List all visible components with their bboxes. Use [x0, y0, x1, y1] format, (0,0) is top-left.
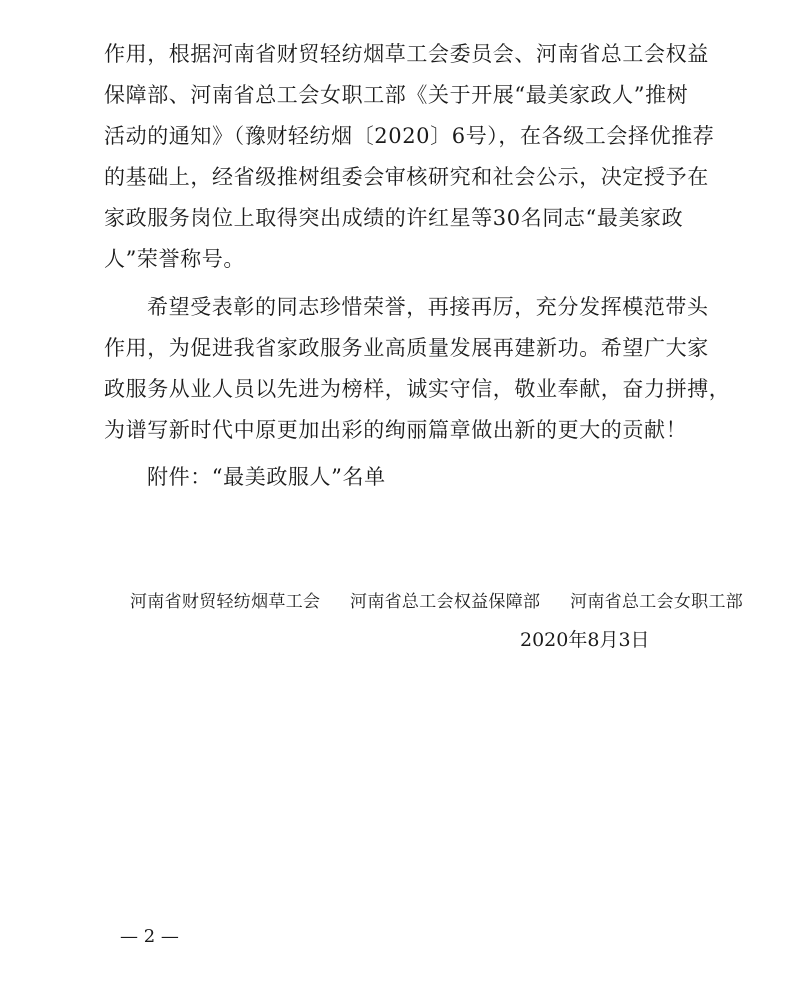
attachment-line: 附件：“最美政服人”名单 — [147, 465, 386, 489]
paragraph-spacer — [104, 280, 724, 287]
document-body — [104, 34, 731, 498]
paragraph-1-line-3: 活动的通知》（豫财轻纺烟〔2020〕6号），在各级工会择优推荐 — [104, 124, 715, 148]
paragraph-2-line-4: 为谱写新时代中原更加出彩的绚丽篇章做出新的更大的贡献！ — [104, 418, 688, 442]
issue-date: 2020年8月3日 — [520, 629, 650, 651]
signer-women-workers-department: 河南省总工会女职工部 — [570, 592, 744, 612]
paragraph-1-line-5: 家政服务岗位上取得突出成绩的许红星等30名同志“最美家政 — [104, 206, 684, 230]
paragraph-2-line-1: 希望受表彰的同志珍惜荣誉，再接再厉，充分发挥模范带头 — [147, 295, 709, 319]
paragraph-2-line-2: 作用，为促进我省家政服务业高质量发展再建新功。希望广大家 — [104, 336, 709, 360]
signatory-organizations — [130, 588, 744, 616]
page-number: — 2 — — [120, 926, 179, 947]
paragraph-1-line-2: 保障部、河南省总工会女职工部《关于开展“最美家政人”推树 — [104, 83, 689, 107]
paragraph-2-line-3: 政服务从业人员以先进为榜样，诚实守信，敬业奉献，奋力拼搏， — [104, 377, 731, 401]
paragraph-1-line-6: 人”荣誉称号。 — [104, 247, 245, 271]
signer-trade-union: 河南省财贸轻纺烟草工会 — [130, 592, 321, 612]
signer-rights-department: 河南省总工会权益保障部 — [350, 592, 541, 612]
paragraph-1-line-4: 的基础上，经省级推树组委会审核研究和社会公示，决定授予在 — [104, 165, 709, 189]
paragraph-1-line-1: 作用，根据河南省财贸轻纺烟草工会委员会、河南省总工会权益 — [104, 42, 709, 66]
